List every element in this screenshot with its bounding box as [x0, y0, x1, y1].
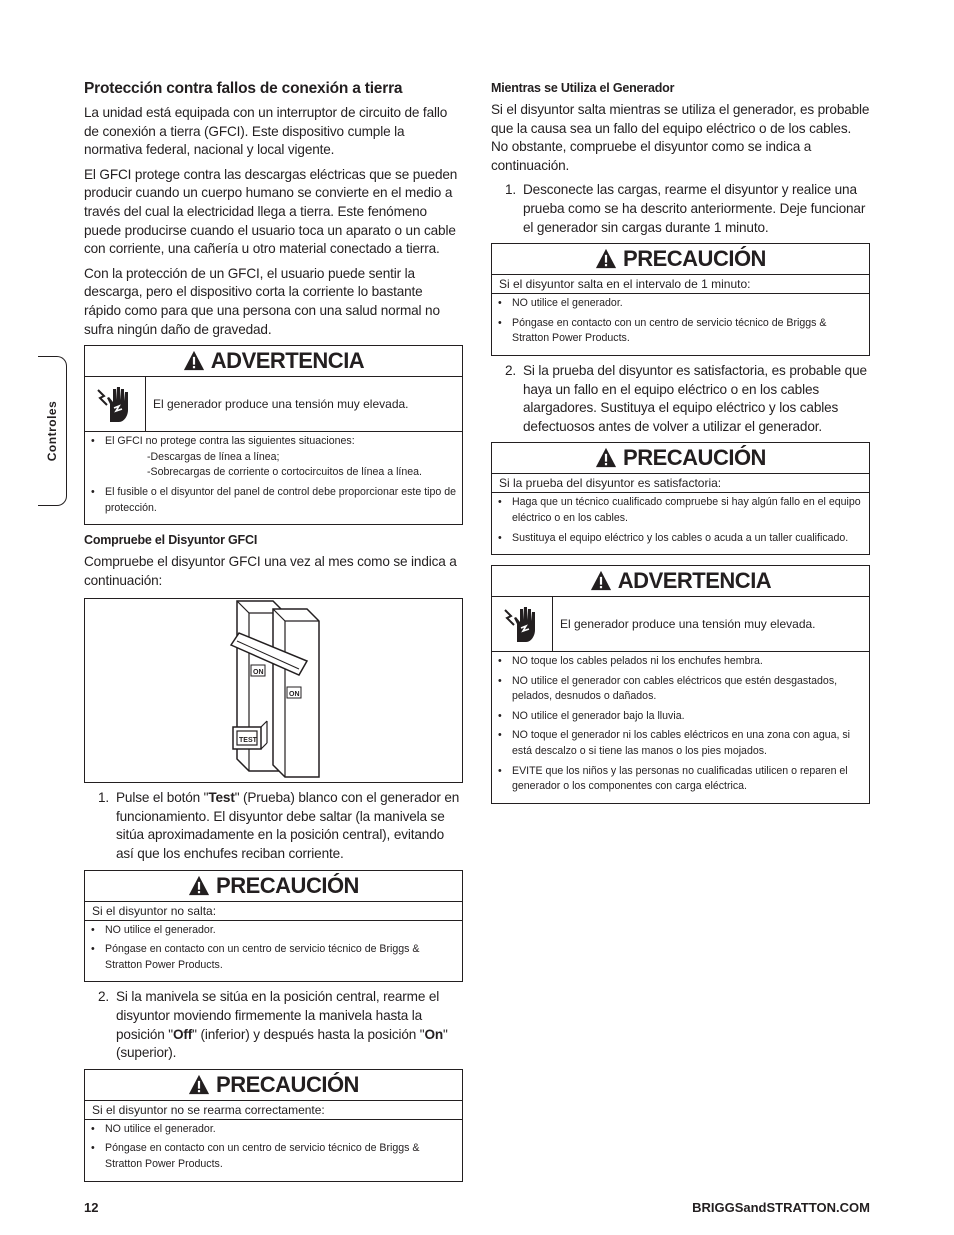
caution-box — [84, 870, 463, 983]
warning-triangle-icon — [188, 875, 210, 897]
subsection-title: Compruebe el Disyuntor GFCI — [84, 533, 258, 548]
paragraph-gfci-effect: Con la protección de un GFCI, el usuario puede sentir la descarga, pero el dispositivo corta la corriente lo bastante rápido como para que una persona con una salud normal no sufra ningún daño de gravedad. — [84, 265, 440, 337]
on-label-right: ON — [289, 691, 300, 699]
caution-condition: Si la prueba del disyuntor es satisfactoria: — [492, 474, 869, 493]
caution-title: PRECAUCIÓN — [623, 445, 766, 471]
electric-shock-hand-icon — [502, 602, 542, 646]
hazard-text: El generador produce una tensión muy elevada. — [560, 617, 816, 632]
warning-triangle-icon — [183, 350, 205, 372]
caution-title: PRECAUCIÓN — [623, 246, 766, 272]
step-2: 2. Si la manivela se sitúa en la posición central, rearme el disyuntor moviendo firmemente la manivela hasta la posición "Off" (inferior) y después hasta la posición "On" (superior). — [98, 989, 448, 1061]
caution-header — [85, 1070, 462, 1101]
left-column — [84, 80, 463, 1188]
step-1: 1. Pulse el botón "Test" (Prueba) blanco con el generador en funcionamiento. El disyuntor debe saltar (la manivela se sitúa aproximadamente en la posición central), evitando así que los enchufes reciban corriente. — [98, 790, 460, 862]
right-column — [491, 80, 870, 810]
subsection-title: Mientras se Utiliza el Generador — [491, 81, 675, 95]
warning-triangle-icon — [590, 570, 612, 592]
caution-list — [85, 921, 462, 982]
caution-list — [492, 294, 869, 355]
caution-header — [492, 443, 869, 474]
section-title: Protección contra fallos de conexión a tierra — [84, 80, 403, 97]
list-item: • NO utilice el generador bajo la lluvia. — [498, 709, 685, 722]
caution-box — [491, 442, 870, 555]
warning-box — [84, 345, 463, 525]
caution-header — [85, 871, 462, 902]
warning-title: ADVERTENCIA — [617, 568, 772, 594]
warning-list — [492, 652, 869, 803]
electric-shock-hand-icon — [95, 382, 135, 426]
on-label-left: ON — [253, 669, 264, 677]
list-item: • NO utilice el generador con cables eléctricos que estén desgastados, pelados, desnudos o dañados. — [498, 674, 838, 703]
caution-title: PRECAUCIÓN — [216, 872, 359, 898]
list-item: • Póngase en contacto con un centro de servicio técnico de Briggs & Stratton Power Products. — [91, 943, 420, 971]
step-1: 1. Desconecte las cargas, rearme el disyuntor y realice una prueba como se ha descrito anteriormente. Deje funcionar el generador sin cargas durante 1 minuto. — [505, 182, 866, 235]
paragraph-in-use: Si el disyuntor salta mientras se utiliza el generador, es probable que la causa sea un fallo del equipo eléctrico o de los cables. No obstante, compruebe el disyuntor como se indica a continuación. — [491, 102, 870, 173]
hazard-row — [492, 597, 869, 652]
list-item: • Póngase en contacto con un centro de servicio técnico de Briggs & Stratton Power Products. — [91, 1142, 420, 1170]
list-item: • NO utilice el generador. — [91, 923, 216, 936]
warning-box — [491, 565, 870, 804]
footer-website: BRIGGSandSTRATTON.COM — [692, 1200, 870, 1215]
list-item: • NO utilice el generador. — [91, 1122, 216, 1135]
caution-condition: Si el disyuntor salta en el intervalo de 1 minuto: — [492, 275, 869, 294]
caution-condition: Si el disyuntor no se rearma correctamente: — [85, 1101, 462, 1120]
caution-box — [491, 243, 870, 356]
list-item: • NO utilice el generador. — [498, 297, 623, 310]
warning-list — [85, 432, 462, 524]
warning-title: ADVERTENCIA — [210, 348, 365, 374]
warning-triangle-icon — [595, 248, 617, 270]
list-item: • El GFCI no protege contra las siguientes situaciones: -Descargas de línea a línea; -Sobrecargas de corriente o cortocircuitos de línea a línea. — [91, 435, 422, 479]
step-2: 2. Si la prueba del disyuntor es satisfactoria, es probable que haya un fallo en el equipo eléctrico o en los cables alargadores. Sustituya el equipo eléctrico y los cables defectuosos antes de volver a utilizar el generador. — [505, 362, 867, 434]
page-number: 12 — [84, 1200, 99, 1215]
caution-header — [492, 244, 869, 275]
paragraph-intro: La unidad está equipada con un interruptor de circuito de fallo de conexión a tierra (GFCI). Este dispositivo cumple la normativa federal, nacional y local vigente. — [84, 105, 448, 158]
list-item: • Póngase en contacto con un centro de servicio técnico de Briggs & Stratton Power Products. — [498, 316, 827, 345]
gfci-breaker-figure — [84, 598, 463, 783]
paragraph-gfci-protection: El GFCI protege contra las descargas eléctricas que se pueden producir cuando un cuerpo humano se convierte en el medio a través del cual la electricidad llega a tierra. Este fenómeno puede producirse cuando el usuario toca un aparato o un cable con corriente, una cañería u otro material conectado a tierra. — [84, 166, 458, 257]
list-item: • NO toque el generador ni los cables eléctricos en una zona con agua, si está descalzo o si tiene las manos o los pies mojados. — [498, 729, 851, 758]
caution-list — [492, 493, 869, 554]
section-tab-label: Controles — [45, 400, 59, 462]
section-tab-controles — [38, 356, 67, 506]
caution-title: PRECAUCIÓN — [216, 1071, 359, 1097]
hazard-row — [85, 377, 462, 432]
list-item: • El fusible o el disyuntor del panel de control debe proporcionar este tipo de protección. — [91, 485, 456, 514]
list-item: • EVITE que los niños y las personas no cualificadas utilicen o reparen el generador o los componentes con carga eléctrica. — [498, 764, 848, 793]
warning-header — [85, 346, 462, 377]
warning-triangle-icon — [595, 447, 617, 469]
list-item: • Haga que un técnico cualificado compruebe si hay algún fallo en el equipo eléctrico o en los cables. — [498, 496, 861, 524]
list-item: • NO toque los cables pelados ni los enchufes hembra. — [498, 655, 763, 668]
gfci-breaker-illustration — [85, 599, 461, 779]
list-item: • Sustituya el equipo eléctrico y los cables o acuda a un taller cualificado. — [498, 531, 849, 544]
paragraph-check: Compruebe el disyuntor GFCI una vez al mes como se indica a continuación: — [84, 554, 457, 588]
caution-condition: Si el disyuntor no salta: — [85, 902, 462, 921]
hazard-text: El generador produce una tensión muy elevada. — [153, 397, 409, 412]
warning-header — [492, 566, 869, 597]
caution-box — [84, 1069, 463, 1182]
caution-list — [85, 1120, 462, 1181]
test-button-label: TEST — [239, 737, 257, 745]
warning-triangle-icon — [188, 1074, 210, 1096]
